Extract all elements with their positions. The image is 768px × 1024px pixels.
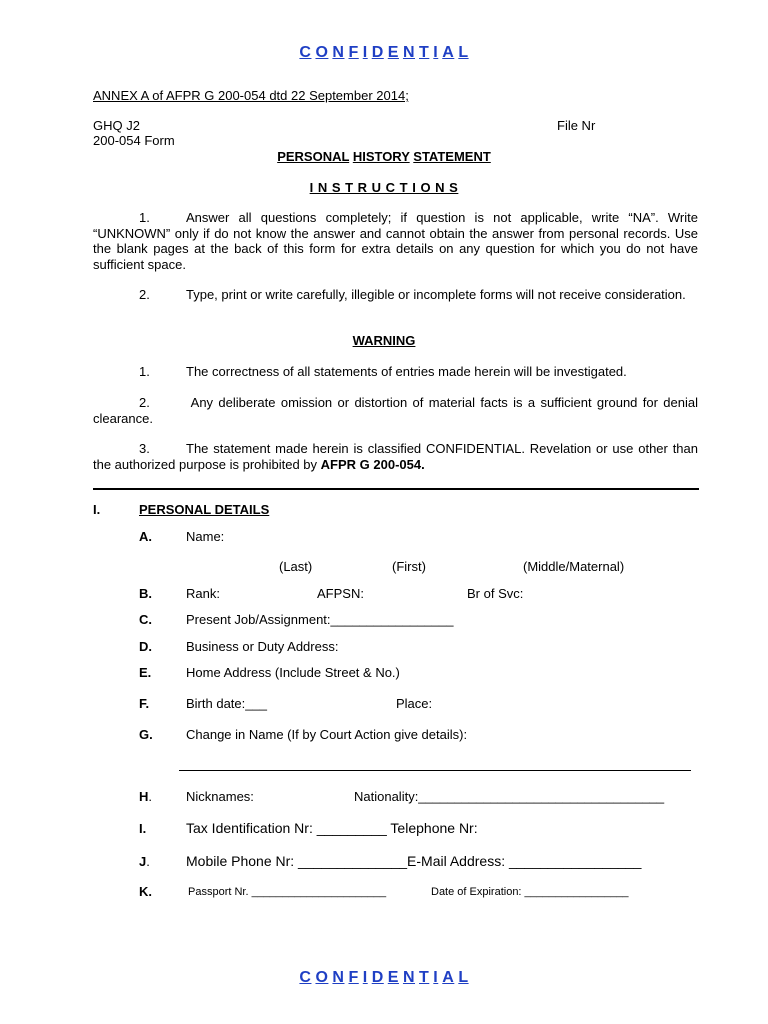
conf-letter: I bbox=[362, 44, 368, 61]
conf-letter: I bbox=[433, 44, 439, 61]
form-title bbox=[0, 149, 768, 164]
regulation-reference: AFPR G 200-054. bbox=[320, 456, 425, 472]
conf-letter: O bbox=[315, 44, 329, 61]
birth-date-label: Birth date:___ bbox=[186, 696, 267, 711]
item-number: 3. bbox=[139, 441, 150, 456]
field-letter: D. bbox=[139, 639, 152, 654]
birth-place-label: Place: bbox=[396, 696, 433, 711]
item-number: 2. bbox=[139, 395, 150, 410]
field-letter: C. bbox=[139, 612, 152, 627]
conf-letter: I bbox=[433, 969, 439, 986]
conf-letter: C bbox=[299, 44, 312, 61]
conf-letter: C bbox=[299, 969, 312, 986]
title-word: PERSONAL bbox=[277, 149, 350, 164]
afpsn-label: AFPSN: bbox=[317, 586, 364, 601]
item-number: 1. bbox=[139, 210, 150, 225]
title-word: STATEMENT bbox=[413, 149, 491, 164]
field-letter: I. bbox=[139, 821, 147, 836]
conf-letter: E bbox=[387, 44, 399, 61]
branch-of-service-label: Br of Svc: bbox=[467, 586, 524, 601]
letter: H bbox=[139, 789, 149, 804]
form-number: 200-054 Form bbox=[93, 133, 175, 148]
conf-letter: N bbox=[332, 969, 345, 986]
field-letter bbox=[139, 789, 152, 804]
change-in-name-line bbox=[179, 770, 691, 771]
confidential-footer bbox=[0, 969, 768, 987]
last-name-caption: (Last) bbox=[279, 559, 313, 574]
item-number: 2. bbox=[139, 287, 150, 302]
section-number: I. bbox=[93, 502, 101, 517]
instruction-item-1 bbox=[93, 210, 698, 272]
confidential-header bbox=[0, 44, 768, 62]
conf-letter: O bbox=[315, 969, 329, 986]
item-text: Type, print or write carefully, illegible or incomplete forms will not receive consideration. bbox=[186, 287, 686, 302]
conf-letter: A bbox=[442, 44, 455, 61]
conf-letter: T bbox=[419, 969, 430, 986]
item-text: Any deliberate omission or distortion of material facts is a sufficient ground for denial clearance. bbox=[93, 395, 698, 426]
field-letter: G. bbox=[139, 727, 153, 742]
field-letter: A. bbox=[139, 529, 152, 544]
home-address-label: Home Address (Include Street & No.) bbox=[186, 665, 400, 680]
annex-line: ANNEX A of AFPR G 200-054 dtd 22 September 2014; bbox=[93, 88, 409, 103]
field-letter: F. bbox=[139, 696, 150, 711]
item-number: 1. bbox=[139, 364, 150, 379]
warning-item-1 bbox=[93, 364, 698, 380]
letter-dot: . bbox=[148, 789, 153, 804]
field-letter bbox=[139, 854, 150, 869]
conf-letter: E bbox=[387, 969, 399, 986]
middle-name-caption: (Middle/Maternal) bbox=[523, 559, 625, 574]
item-text: Answer all questions completely; if question is not applicable, write “NA”. Write “UNKNOWN” only if do not know the answer and cannot obtain the answer from personal records. Use the blank pages at the back of this form for extra details on any question for which you do not have sufficient space. bbox=[93, 210, 698, 272]
conf-letter: F bbox=[348, 969, 359, 986]
tax-telephone-label: Tax Identification Nr: _________ Telephone Nr: bbox=[186, 820, 478, 836]
title-word: HISTORY bbox=[352, 149, 410, 164]
rank-label: Rank: bbox=[186, 586, 220, 601]
warning-item-2 bbox=[93, 395, 698, 426]
business-address-label: Business or Duty Address: bbox=[186, 639, 339, 654]
instructions-heading: I N S T R U C T I O N S bbox=[309, 180, 459, 195]
conf-letter: A bbox=[442, 969, 455, 986]
field-letter: E. bbox=[139, 665, 152, 680]
conf-letter: T bbox=[419, 44, 430, 61]
section-divider bbox=[93, 488, 699, 490]
present-job-label: Present Job/Assignment:_________________ bbox=[186, 612, 454, 627]
conf-letter: D bbox=[371, 969, 384, 986]
conf-letter: I bbox=[362, 969, 368, 986]
unit-label: GHQ J2 bbox=[93, 118, 140, 133]
conf-letter: L bbox=[458, 44, 469, 61]
passport-label: Passport Nr. ______________________ bbox=[188, 886, 387, 898]
field-letter: B. bbox=[139, 586, 152, 601]
warning-item-3 bbox=[93, 441, 698, 472]
first-name-caption: (First) bbox=[392, 559, 426, 574]
section-title: PERSONAL DETAILS bbox=[139, 502, 270, 517]
conf-letter: F bbox=[348, 44, 359, 61]
letter-dot: . bbox=[146, 854, 150, 869]
warning-heading: WARNING bbox=[352, 333, 416, 348]
conf-letter: D bbox=[371, 44, 384, 61]
nationality-label: Nationality:__________________________________ bbox=[354, 789, 665, 804]
instruction-item-2 bbox=[93, 287, 698, 303]
mobile-email-label: Mobile Phone Nr: ______________E-Mail Address: _________________ bbox=[186, 853, 642, 869]
conf-letter: N bbox=[332, 44, 345, 61]
field-letter: K. bbox=[139, 884, 152, 899]
file-number-label: File Nr bbox=[557, 118, 596, 133]
conf-letter: L bbox=[458, 969, 469, 986]
conf-letter: N bbox=[402, 44, 416, 61]
passport-expiry-label: Date of Expiration: _________________ bbox=[431, 886, 629, 898]
nicknames-label: Nicknames: bbox=[186, 789, 254, 804]
change-in-name-label: Change in Name (If by Court Action give details): bbox=[186, 727, 468, 742]
conf-letter: N bbox=[402, 969, 416, 986]
name-label: Name: bbox=[186, 529, 225, 544]
letter: J bbox=[139, 854, 147, 869]
item-text: The correctness of all statements of entries made herein will be investigated. bbox=[186, 364, 627, 379]
item-text: The statement made herein is classified CONFIDENTIAL. Revelation or use other than the authorized purpose is prohibited by bbox=[93, 441, 698, 472]
